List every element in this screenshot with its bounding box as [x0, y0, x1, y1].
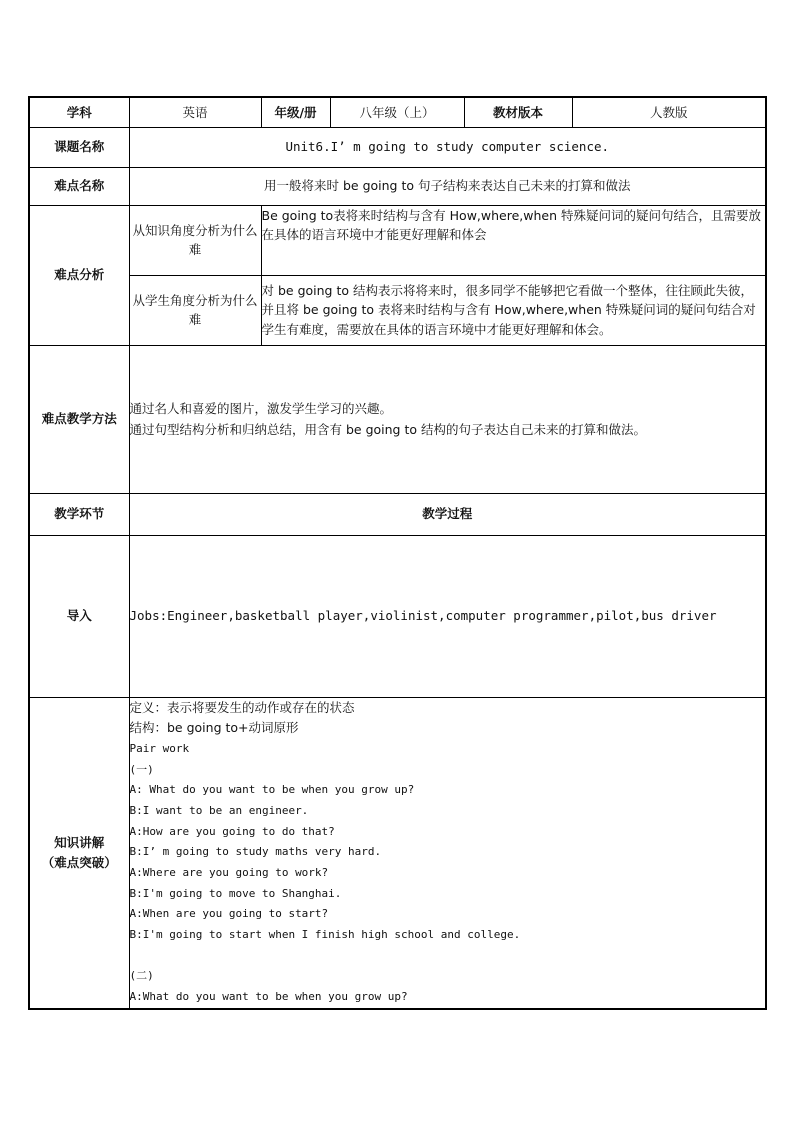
lesson-title-row — [29, 127, 766, 167]
method-line-1: 通过名人和喜爱的图片，激发学生学习的兴趣。 — [129, 401, 393, 416]
knowledge-line: A: What do you want to be when you grow up? — [129, 783, 415, 797]
knowledge-label-line-2: （难点突破） — [41, 854, 117, 870]
knowledge-line: 定义：表示将要发生的动作或存在的状态 — [129, 699, 355, 715]
edition-value: 人教版 — [572, 97, 766, 127]
knowledge-line: B:I'm going to start when I finish high school and college. — [129, 928, 521, 942]
method-row — [29, 345, 766, 493]
difficulty-name-value: 用一般将来时 be going to 句子结构来表达自己未来的打算和做法 — [129, 167, 766, 205]
analysis-label: 难点分析 — [29, 205, 129, 345]
student-angle-text: 对 be going to 结构表示将将来时，很多同学不能够把它看做一个整体，往往顾此失彼，并且将 be going to 表将来时结构与含有 How,where,when 特殊疑问词的疑问句结合对学生有难度，需要放在具体的语言环境中才能更好理解和体会。 — [261, 275, 766, 345]
knowledge-content — [129, 697, 766, 1009]
method-label: 难点教学方法 — [29, 345, 129, 493]
knowledge-line: (一) — [129, 762, 154, 776]
knowledge-label-line-1: 知识讲解 — [54, 834, 105, 850]
edition-label: 教材版本 — [464, 97, 572, 127]
method-content — [129, 345, 766, 493]
header-row — [29, 97, 766, 127]
grade-label: 年级/册 — [261, 97, 330, 127]
subject-label: 学科 — [29, 97, 129, 127]
student-angle-label: 从学生角度分析为什么难 — [129, 275, 261, 345]
knowledge-line: A:How are you going to do that? — [129, 824, 335, 838]
process-header-row — [29, 493, 766, 535]
knowledge-line: A:Where are you going to work? — [129, 866, 329, 879]
subject-value: 英语 — [129, 97, 261, 127]
lesson-title-label: 课题名称 — [29, 127, 129, 167]
intro-text: Jobs:Engineer,basketball player,violinist,computer programmer,pilot,bus driver — [129, 535, 766, 697]
knowledge-blank-line — [130, 946, 766, 967]
knowledge-label — [29, 697, 129, 1009]
knowledge-line: Pair work — [129, 741, 190, 755]
knowledge-angle-text: Be going to表将来时结构与含有 How,where,when 特殊疑问词的疑问句结合，且需要放在具体的语言环境中才能更好理解和体会 — [261, 205, 766, 275]
stage-header: 教学环节 — [29, 493, 129, 535]
process-header: 教学过程 — [129, 493, 766, 535]
lesson-plan-table — [28, 96, 767, 1010]
grade-value: 八年级（上） — [330, 97, 464, 127]
knowledge-line: (二) — [129, 969, 154, 983]
knowledge-line: A:When are you going to start? — [129, 907, 329, 921]
knowledge-line: 结构：be going to+动词原形 — [129, 720, 299, 736]
difficulty-name-label: 难点名称 — [29, 167, 129, 205]
intro-row — [29, 535, 766, 697]
knowledge-line: B:I'm going to move to Shanghai. — [129, 886, 342, 900]
method-line-2: 通过句型结构分析和归纳总结，用含有 be going to 结构的句子表达自己未来的打算和做法。 — [129, 422, 646, 437]
difficulty-name-row — [29, 167, 766, 205]
lesson-title-value: Unit6.I’ m going to study computer science. — [129, 127, 766, 167]
knowledge-line: B:I want to be an engineer. — [129, 803, 309, 817]
knowledge-line: A:What do you want to be when you grow up? — [129, 990, 408, 1004]
analysis-student-row — [29, 275, 766, 345]
knowledge-row — [29, 697, 766, 1009]
knowledge-angle-label: 从知识角度分析为什么难 — [129, 205, 261, 275]
intro-label: 导入 — [29, 535, 129, 697]
analysis-knowledge-row — [29, 205, 766, 275]
knowledge-line: B:I’ m going to study maths very hard. — [129, 845, 382, 859]
